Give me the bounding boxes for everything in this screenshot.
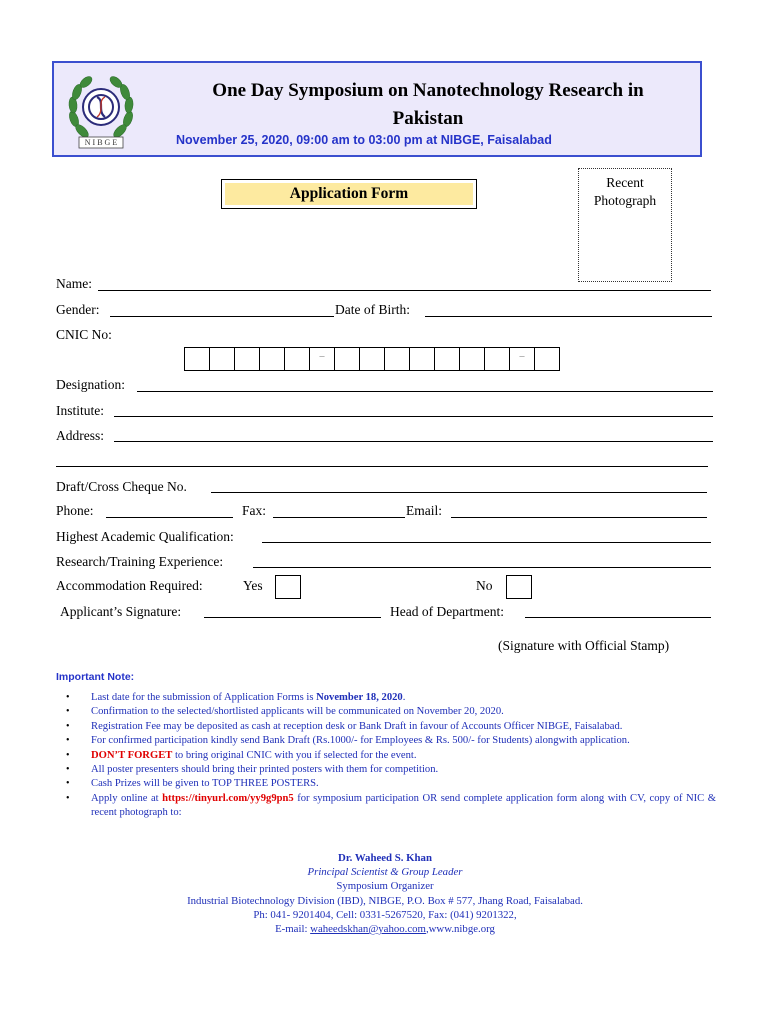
cnic-separator-box: – <box>309 347 335 371</box>
logo-text: N I B G E <box>84 138 118 147</box>
dob-field[interactable] <box>425 316 712 317</box>
cnic-digit-box[interactable] <box>459 347 485 371</box>
gender-label: Gender: <box>56 302 100 317</box>
cnic-boxes <box>185 347 560 371</box>
cnic-digit-box[interactable] <box>234 347 260 371</box>
contact-role: Principal Scientist & Group Leader <box>307 866 463 879</box>
cnic-digit-box[interactable] <box>359 347 385 371</box>
photo-label-line-1: Recent <box>606 175 644 190</box>
draft-label: Draft/Cross Cheque No. <box>56 479 187 494</box>
qualification-field[interactable] <box>262 542 711 543</box>
note-item: • DON’T FORGET to bring original CNIC with you if selected for the event. <box>66 749 716 763</box>
fax-label: Fax: <box>242 503 267 518</box>
contact-block <box>0 851 770 936</box>
name-field[interactable] <box>98 290 711 291</box>
cnic-digit-box[interactable] <box>184 347 210 371</box>
accommodation-no-label: No <box>476 578 493 593</box>
note-item: • For confirmed participation kindly send Bank Draft (Rs.1000/- for Employees & Rs. 500/- for Students) alongwith application. <box>66 734 716 748</box>
title-line-1: One Day Symposium on Nanotechnology Research in <box>212 80 644 101</box>
cnic-digit-box[interactable] <box>259 347 285 371</box>
contact-website[interactable]: ,www.nibge.org <box>425 923 495 936</box>
photo-label-line-2: Photograph <box>593 193 657 208</box>
institute-field[interactable] <box>114 416 713 417</box>
title-line-2: Pakistan <box>392 108 464 129</box>
email-label: Email: <box>406 503 442 518</box>
note-item: • Last date for the submission of Application Forms is November 18, 2020. <box>66 691 716 705</box>
cnic-digit-box[interactable] <box>334 347 360 371</box>
cnic-digit-box[interactable] <box>484 347 510 371</box>
photograph-box[interactable] <box>578 168 672 282</box>
contact-organizer: Symposium Organizer <box>336 880 434 893</box>
cnic-digit-box[interactable] <box>284 347 310 371</box>
cnic-digit-box[interactable] <box>534 347 560 371</box>
header-banner <box>52 61 702 157</box>
hod-label: Head of Department: <box>390 604 504 619</box>
fax-field[interactable] <box>273 517 405 518</box>
cnic-digit-box[interactable] <box>209 347 235 371</box>
note-item: • Registration Fee may be deposited as cash at reception desk or Bank Draft in favour of Accounts Officer NIBGE, Faisalabad. <box>66 720 716 734</box>
contact-email-link[interactable]: waheedskhan@yahoo.com <box>310 923 426 936</box>
contact-address: Industrial Biotechnology Division (IBD), NIBGE, P.O. Box # 577, Jhang Road, Faisalabad. <box>187 894 583 907</box>
cnic-digit-box[interactable] <box>409 347 435 371</box>
accommodation-label: Accommodation Required: <box>56 578 203 593</box>
official-stamp-note: (Signature with Official Stamp) <box>498 638 670 653</box>
apply-online-link[interactable]: https://tinyurl.com/yy9g9pn5 <box>162 792 294 804</box>
application-form-heading <box>221 179 477 209</box>
contact-email-line: E-mail: waheedskhan@yahoo.com,www.nibge.org <box>275 923 495 936</box>
cnic-digit-box[interactable] <box>434 347 460 371</box>
event-date-subtitle: November 25, 2020, 09:00 am to 03:00 pm at NIBGE, Faisalabad <box>176 133 552 147</box>
address-label: Address: <box>56 428 104 443</box>
page-title <box>154 77 702 133</box>
dob-label: Date of Birth: <box>335 302 410 317</box>
experience-field[interactable] <box>253 567 711 568</box>
important-notes-list <box>66 691 716 821</box>
note-item: • Cash Prizes will be given to TOP THREE POSTERS. <box>66 777 716 791</box>
hod-signature-field[interactable] <box>525 617 711 618</box>
phone-field[interactable] <box>106 517 233 518</box>
cnic-separator-box: – <box>509 347 535 371</box>
address-field-line-2[interactable] <box>56 466 708 467</box>
note-item: • Apply online at https://tinyurl.com/yy9g9pn5 for symposium participation OR send complete application form along with CV, copy of NIC & recent photograph to: <box>66 792 716 821</box>
phone-label: Phone: <box>56 503 94 518</box>
institute-label: Institute: <box>56 403 104 418</box>
email-field[interactable] <box>451 517 707 518</box>
designation-label: Designation: <box>56 377 125 392</box>
application-form-label: Application Form <box>225 183 473 205</box>
designation-field[interactable] <box>137 391 713 392</box>
note-item: • All poster presenters should bring their printed posters with them for competition. <box>66 763 716 777</box>
address-field[interactable] <box>114 441 713 442</box>
qualification-label: Highest Academic Qualification: <box>56 529 234 544</box>
cnic-label: CNIC No: <box>56 327 112 342</box>
accommodation-yes-checkbox[interactable] <box>275 575 301 599</box>
applicant-signature-label: Applicant’s Signature: <box>60 604 182 619</box>
note-item: • Confirmation to the selected/shortlisted applicants will be communicated on November 20, 2020. <box>66 705 716 719</box>
nibge-logo <box>64 71 138 151</box>
experience-label: Research/Training Experience: <box>56 554 224 569</box>
applicant-signature-field[interactable] <box>204 617 381 618</box>
cnic-digit-box[interactable] <box>384 347 410 371</box>
accommodation-no-checkbox[interactable] <box>506 575 532 599</box>
important-note-title: Important Note: <box>56 671 135 683</box>
gender-field[interactable] <box>110 316 334 317</box>
contact-phones: Ph: 041- 9201404, Cell: 0331-5267520, Fax: (041) 9201322, <box>253 908 517 921</box>
accommodation-yes-label: Yes <box>243 578 263 593</box>
draft-field[interactable] <box>211 492 707 493</box>
name-label: Name: <box>56 276 92 291</box>
contact-name: Dr. Waheed S. Khan <box>338 852 432 864</box>
